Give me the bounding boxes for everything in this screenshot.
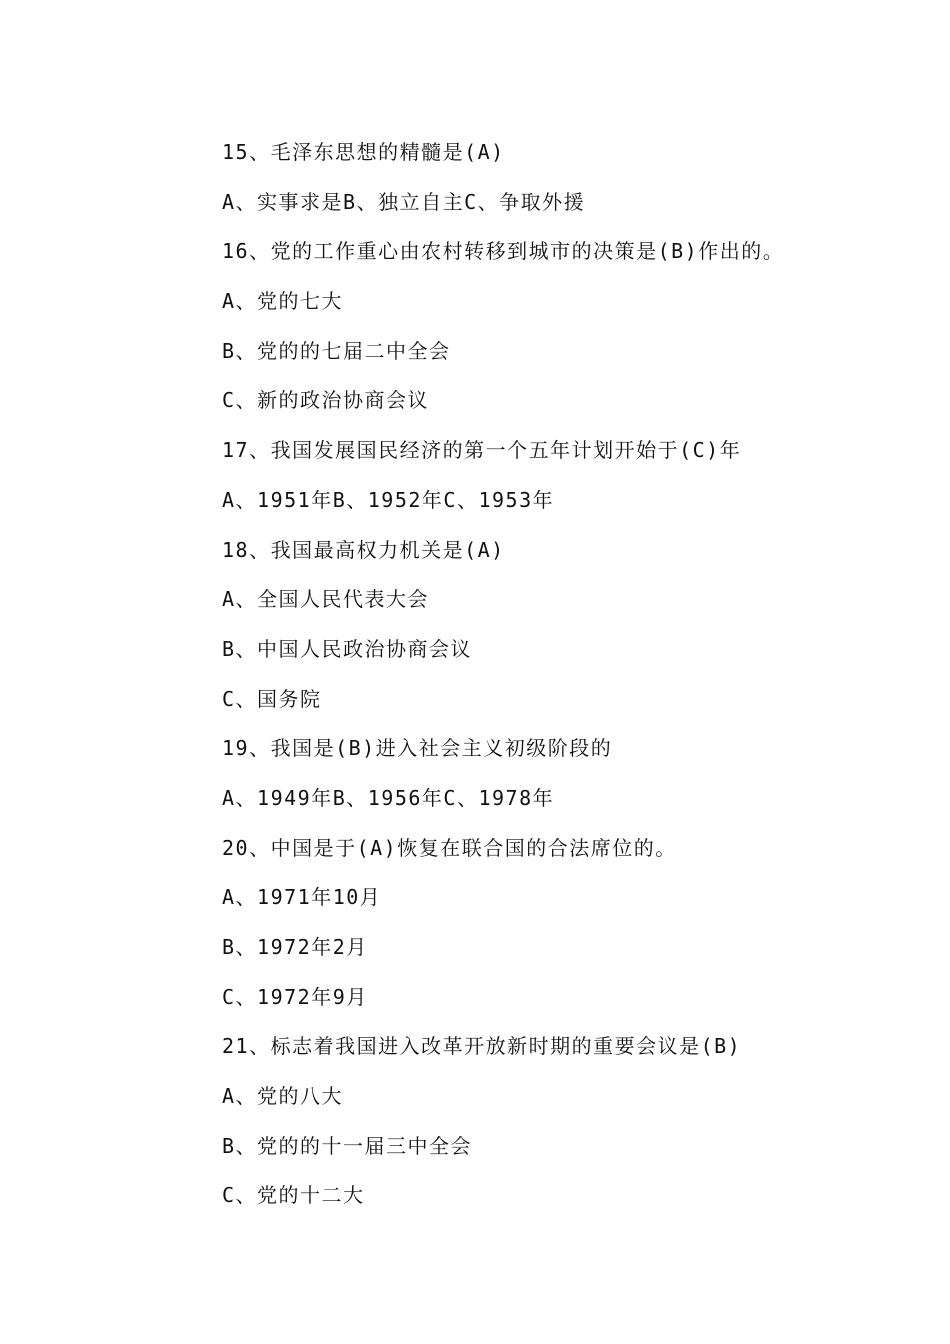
question-19: 19、我国是(B)进入社会主义初级阶段的: [222, 736, 613, 761]
question-20-option-b: B、1972年2月: [222, 935, 368, 959]
question-20-option-c: C、1972年9月: [222, 984, 368, 1009]
question-17-options: A、1951年B、1952年C、1953年: [222, 487, 555, 512]
question-16-option-b: B、党的的七届二中全会: [222, 338, 451, 363]
question-17: 17、我国发展国民经济的第一个五年计划开始于(C)年: [222, 438, 742, 463]
question-18-option-c: C、国务院: [222, 686, 322, 711]
question-16: 16、党的工作重心由农村转移到城市的决策是(B)作出的。: [222, 239, 785, 264]
question-18: 18、我国最高权力机关是(A): [222, 537, 505, 562]
question-19-options: A、1949年B、1956年C、1978年: [222, 785, 555, 810]
question-16-option-a: A、党的七大: [222, 289, 344, 314]
question-20: 20、中国是于(A)恢复在联合国的合法席位的。: [222, 835, 677, 860]
question-18-option-b: B、中国人民政治协商会议: [222, 636, 473, 661]
question-21-option-a: A、党的八大: [222, 1084, 344, 1109]
question-20-option-a: A、1971年10月: [222, 885, 382, 910]
question-21-option-b: B、党的的十一届三中全会: [222, 1133, 473, 1158]
question-15-options: A、实事求是B、独立自主C、争取外援: [222, 189, 586, 214]
question-list: [222, 138, 922, 1231]
question-21: 21、标志着我国进入改革开放新时期的重要会议是(B): [222, 1034, 742, 1059]
question-16-option-c: C、新的政治协商会议: [222, 388, 430, 413]
question-21-option-c: C、党的十二大: [222, 1183, 365, 1208]
question-15: 15、毛泽东思想的精髓是(A): [222, 140, 505, 164]
question-18-option-a: A、全国人民代表大会: [222, 587, 430, 612]
